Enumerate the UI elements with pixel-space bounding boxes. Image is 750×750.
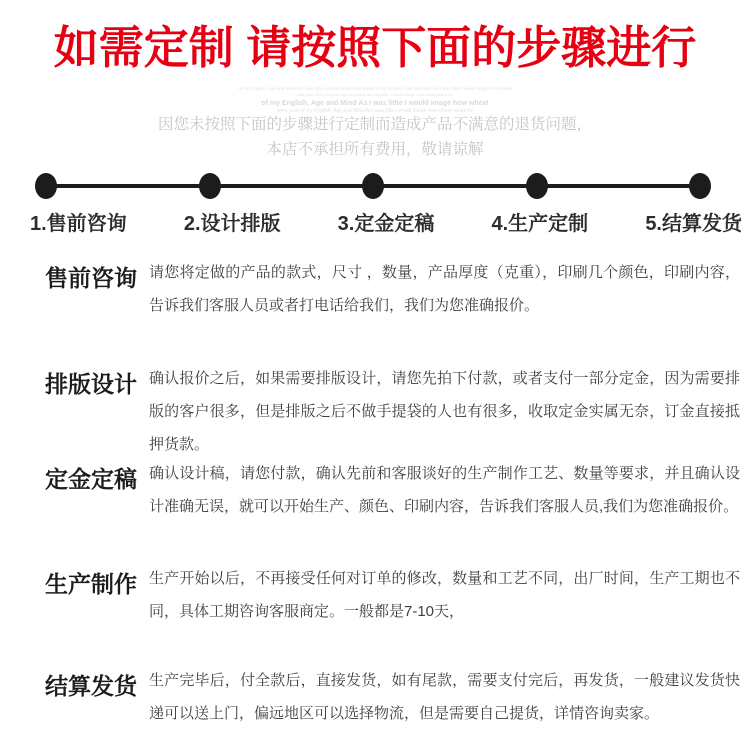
step-section-description: 确认报价之后，如果需要排版设计，请您先拍下付款，或者支付一部分定金，因为需要排版的客户很多，但是排版之后不做手提袋的人也有很多，收取定金实属无奈，订金直接抵押货款。	[149, 370, 740, 453]
timeline-dot-2	[199, 173, 221, 199]
step-section-1	[45, 256, 740, 322]
step-section-title: 定金定稿	[45, 466, 137, 492]
step-section-title: 售前咨询	[45, 265, 137, 291]
timeline-dot-1	[35, 173, 57, 199]
disclaimer-line-1: 因您未按照下面的步骤进行定制而造成产品不满意的退货问题，	[157, 116, 592, 133]
timeline-dot-4	[526, 173, 548, 199]
timeline-dot-3	[362, 173, 384, 199]
watermark-text	[0, 86, 750, 115]
watermark-line: of my English, Age and Mind As I was little I would image how wheat	[261, 99, 489, 107]
timeline-step-label-3: 3.定金定稿	[337, 213, 435, 235]
step-section-title: 结算发货	[45, 673, 137, 699]
disclaimer-line-2: 本店不承担所有费用，敬请谅解	[266, 141, 484, 158]
watermark-line: was poor of my English, Age and Mind As I was little I would image how wheat would be	[297, 91, 453, 97]
timeline-dot-5	[689, 173, 711, 199]
steps-timeline	[0, 170, 750, 245]
step-section-description: 确认设计稿，请您付款，确认先前和客服谈好的生产制作工艺、数量等要求，并且确认设计准确无误，就可以开始生产、颜色、印刷内容，告诉我们客服人员,我们为您准确报价。	[149, 465, 740, 515]
timeline-step-label-2: 2.设计排版	[183, 213, 281, 235]
step-section-2	[45, 362, 740, 461]
step-section-title: 排版设计	[45, 371, 137, 397]
timeline-step-label-5: 5.结算发货	[645, 213, 742, 235]
page-title: 如需定制 请按照下面的步骤进行	[53, 22, 697, 73]
step-section-description: 生产完毕后，付全款后，直接发货，如有尾款，需要支付完后，再发货，一般建议发货快递可以送上门，偏远地区可以选择物流，但是需要自己提货，详情咨询卖家。	[149, 672, 740, 722]
timeline-step-label-4: 4.生产定制	[491, 213, 589, 235]
step-section-description: 生产开始以后，不再接受任何对订单的修改，数量和工艺不同，出厂时间，生产工期也不同，具体工期咨询客服商定。一般都是7-10天，	[149, 570, 740, 620]
timeline-step-label-1: 1.售前咨询	[30, 213, 127, 235]
disclaimer-notice	[0, 112, 750, 162]
watermark-line: of my English, Age and Mind As I was little I would image how wheat of my English, Age and Mind As I was little I would image how wheat	[238, 86, 512, 91]
timeline-dots	[35, 173, 711, 199]
step-section-5	[45, 664, 740, 730]
watermark-line: were poor of my English, Age and Mind As I was little I would image how wheat would be	[276, 108, 474, 115]
step-section-title: 生产制作	[45, 571, 137, 597]
step-section-3	[45, 457, 740, 523]
timeline-step-labels	[30, 207, 742, 236]
step-section-4	[45, 562, 740, 628]
step-section-description: 请您将定做的产品的款式，尺寸 ，数量，产品厚度（克重），印刷几个颜色，印刷内容，告诉我们客服人员或者打电话给我们，我们为您准确报价。	[149, 264, 740, 314]
